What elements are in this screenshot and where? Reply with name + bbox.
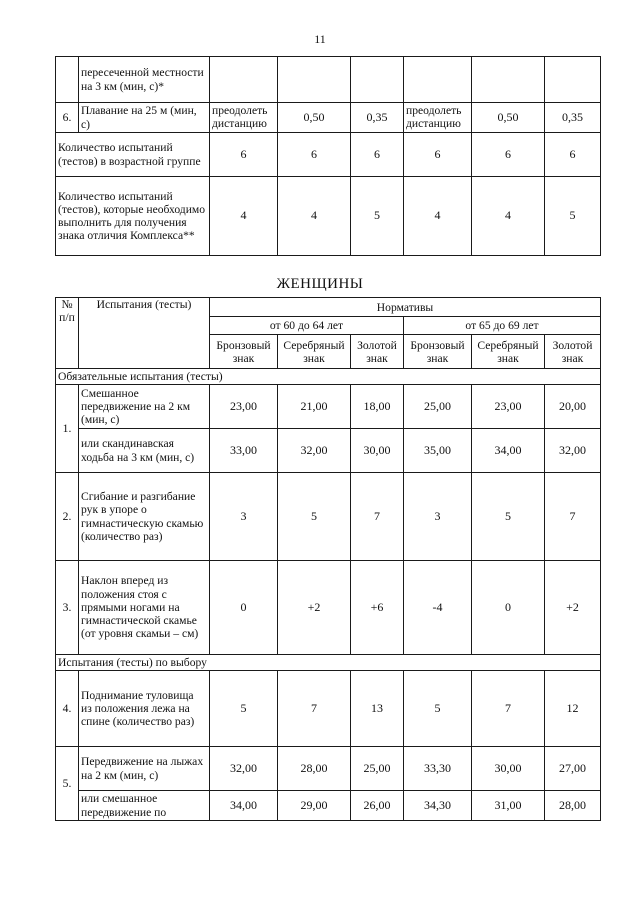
norm-cell: 32,00 <box>545 429 601 473</box>
norm-cell: 23,00 <box>472 385 545 429</box>
norm-cell <box>545 57 601 103</box>
norm-cell: 33,30 <box>404 747 472 791</box>
norm-cell: 27,00 <box>545 747 601 791</box>
norm-cell: 28,00 <box>278 747 351 791</box>
norm-cell: 34,00 <box>472 429 545 473</box>
norm-cell <box>210 57 278 103</box>
badge-header: Бронзовый знак <box>210 335 278 369</box>
norm-cell: 26,00 <box>351 791 404 821</box>
summary-value: 4 <box>278 177 351 256</box>
section-row <box>56 369 601 385</box>
table-row <box>56 747 601 791</box>
table-row <box>56 473 601 561</box>
table-row <box>56 177 601 256</box>
norm-cell: 32,00 <box>278 429 351 473</box>
norm-cell <box>404 57 472 103</box>
norm-cell: 7 <box>472 671 545 747</box>
badge-header: Золотой знак <box>545 335 601 369</box>
women-norms-table <box>55 297 601 821</box>
norm-cell: преодолеть дистанцию <box>210 103 278 133</box>
badge-header: Бронзовый знак <box>404 335 472 369</box>
table-row <box>56 429 601 473</box>
norm-cell: 0 <box>210 561 278 655</box>
norm-cell: 3 <box>210 473 278 561</box>
norm-cell: 0,50 <box>472 103 545 133</box>
table-row <box>56 385 601 429</box>
summary-value: 5 <box>545 177 601 256</box>
header-row <box>56 298 601 317</box>
norm-cell <box>278 57 351 103</box>
test-name: Сгибание и разгибание рук в упоре о гимнастическую скамью (количество раз) <box>79 473 210 561</box>
age-group-header: от 65 до 69 лет <box>404 317 601 335</box>
col-number-header: № п/п <box>56 298 79 369</box>
test-name: Поднимание туловища из положения лежа на спине (количество раз) <box>79 671 210 747</box>
norm-cell: 3 <box>404 473 472 561</box>
test-name: Наклон вперед из положения стоя с прямыми ногами на гимнастической скамье (от уровня скамьи – см) <box>79 561 210 655</box>
norm-cell: 30,00 <box>351 429 404 473</box>
norm-cell: 32,00 <box>210 747 278 791</box>
test-name: или скандинавская ходьба на 3 км (мин, с) <box>79 429 210 473</box>
summary-value: 6 <box>472 133 545 177</box>
summary-value: 4 <box>472 177 545 256</box>
top-table <box>55 56 601 256</box>
section-heading: ЖЕНЩИНЫ <box>276 276 364 292</box>
badge-header: Серебряный знак <box>278 335 351 369</box>
summary-value: 5 <box>351 177 404 256</box>
test-name: Смешанное передвижение на 2 км (мин, с) <box>79 385 210 429</box>
summary-value: 4 <box>404 177 472 256</box>
section-row <box>56 655 601 671</box>
summary-value: 6 <box>404 133 472 177</box>
norm-cell: 30,00 <box>472 747 545 791</box>
page-number: 11 <box>314 32 326 46</box>
row-number <box>56 57 79 103</box>
norm-cell: 23,00 <box>210 385 278 429</box>
norm-cell: 34,30 <box>404 791 472 821</box>
col-test-header: Испытания (тесты) <box>79 298 210 369</box>
norm-cell: 29,00 <box>278 791 351 821</box>
summary-label: Количество испытаний (тестов) в возрастной группе <box>56 133 210 177</box>
row-number: 6. <box>56 103 79 133</box>
age-group-header: от 60 до 64 лет <box>210 317 404 335</box>
section-optional: Испытания (тесты) по выбору <box>56 655 601 671</box>
norm-cell: 0 <box>472 561 545 655</box>
table-row <box>56 103 601 133</box>
norm-cell: 5 <box>278 473 351 561</box>
row-number: 2. <box>56 473 79 561</box>
norm-cell: 31,00 <box>472 791 545 821</box>
row-number: 5. <box>56 747 79 821</box>
summary-value: 4 <box>210 177 278 256</box>
norm-cell: 25,00 <box>351 747 404 791</box>
test-name: Передвижение на лыжах на 2 км (мин, с) <box>79 747 210 791</box>
row-number: 3. <box>56 561 79 655</box>
norm-cell: 5 <box>404 671 472 747</box>
row-number: 4. <box>56 671 79 747</box>
norm-cell: 0,35 <box>351 103 404 133</box>
test-name: Плавание на 25 м (мин, с) <box>79 103 210 133</box>
norm-cell: 0,50 <box>278 103 351 133</box>
norm-cell: 5 <box>472 473 545 561</box>
norm-cell: +6 <box>351 561 404 655</box>
norm-cell: преодолеть дистанцию <box>404 103 472 133</box>
norm-cell: -4 <box>404 561 472 655</box>
norm-cell: 7 <box>351 473 404 561</box>
norm-cell: 34,00 <box>210 791 278 821</box>
col-norms-header: Нормативы <box>210 298 601 317</box>
summary-value: 6 <box>210 133 278 177</box>
summary-value: 6 <box>278 133 351 177</box>
norm-cell: 12 <box>545 671 601 747</box>
norm-cell: 35,00 <box>404 429 472 473</box>
norm-cell: 25,00 <box>404 385 472 429</box>
table-row <box>56 671 601 747</box>
table-row <box>56 561 601 655</box>
norm-cell: 18,00 <box>351 385 404 429</box>
norm-cell: 20,00 <box>545 385 601 429</box>
norm-cell: 0,35 <box>545 103 601 133</box>
row-number: 1. <box>56 385 79 473</box>
table-row <box>56 133 601 177</box>
summary-value: 6 <box>545 133 601 177</box>
summary-value: 6 <box>351 133 404 177</box>
norm-cell <box>351 57 404 103</box>
test-name: пересеченной местности на 3 км (мин, с)* <box>79 57 210 103</box>
norm-cell: 5 <box>210 671 278 747</box>
norm-cell: 13 <box>351 671 404 747</box>
norm-cell: 21,00 <box>278 385 351 429</box>
table-row <box>56 791 601 821</box>
table-row <box>56 57 601 103</box>
section-mandatory: Обязательные испытания (тесты) <box>56 369 601 385</box>
norm-cell: 33,00 <box>210 429 278 473</box>
summary-label: Количество испытаний (тестов), которые необходимо выполнить для получения знака отличия Комплекса** <box>56 177 210 256</box>
norm-cell: +2 <box>278 561 351 655</box>
badge-header: Золотой знак <box>351 335 404 369</box>
norm-cell: +2 <box>545 561 601 655</box>
test-name: или смешанное передвижение по <box>79 791 210 821</box>
norm-cell <box>472 57 545 103</box>
norm-cell: 7 <box>278 671 351 747</box>
badge-header: Серебряный знак <box>472 335 545 369</box>
norm-cell: 7 <box>545 473 601 561</box>
norm-cell: 28,00 <box>545 791 601 821</box>
